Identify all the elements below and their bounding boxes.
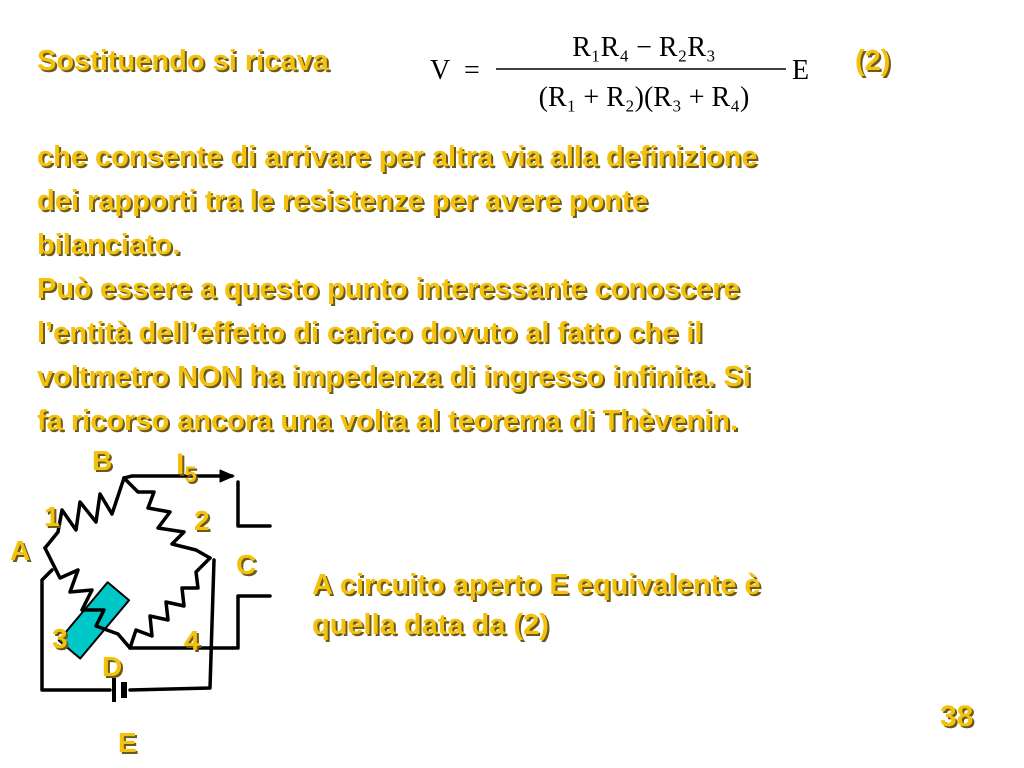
equation-number: (2)	[855, 45, 891, 77]
formula-denominator: (R₁ + R₂)(R₃ + R₄)	[538, 82, 750, 113]
formula	[420, 22, 840, 122]
paragraph-line: che consente di arrivare per altra via alla definizione	[37, 141, 758, 173]
note-line: A circuito aperto E equivalente è	[312, 569, 761, 601]
resistor-label-2: 2	[194, 505, 210, 536]
formula-factor: E	[792, 55, 810, 86]
resistor-label-4: 4	[184, 625, 200, 656]
resistor-label-3: 3	[52, 623, 68, 654]
note-line: quella data da (2)	[312, 609, 549, 641]
paragraph-line: fa ricorso ancora una volta al teorema di Thèvenin.	[37, 405, 739, 437]
node-label-d: D	[102, 651, 123, 682]
paragraph-line: voltmetro NON ha impedenza di ingresso infinita. Si	[37, 361, 751, 393]
node-label-e: E	[118, 727, 137, 758]
formula-lhs: V	[430, 55, 451, 86]
wire-right	[130, 560, 214, 690]
node-label-c: C	[236, 549, 257, 580]
resistor-label-1: 1	[44, 501, 60, 532]
output-terminal-bottom	[232, 596, 270, 648]
page-number: 38	[940, 700, 974, 733]
resistor-1-highlight	[59, 582, 129, 658]
paragraph-line: bilanciato.	[37, 229, 181, 261]
current-arrow-icon	[220, 470, 234, 482]
current-label: $I_5$	[176, 448, 197, 487]
bridge-circuit-diagram	[0, 440, 300, 768]
node-label-b: B	[92, 445, 113, 476]
circuit-note	[312, 565, 932, 645]
output-terminal-top	[238, 482, 270, 526]
node-label-a: A	[10, 535, 31, 566]
formula-numerator: R₁R₄ − R₂R₃	[572, 32, 716, 63]
paragraph-line: l’entità dell’effetto di carico dovuto al fatto che il	[37, 317, 703, 349]
body-paragraph	[37, 135, 997, 443]
paragraph-line: Può essere a questo punto interessante conoscere	[37, 273, 740, 305]
paragraph-line: dei rapporti tra le resistenze per avere ponte	[37, 185, 648, 217]
formula-equals: =	[464, 55, 480, 86]
intro-text: Sostituendo si ricava	[37, 45, 329, 77]
